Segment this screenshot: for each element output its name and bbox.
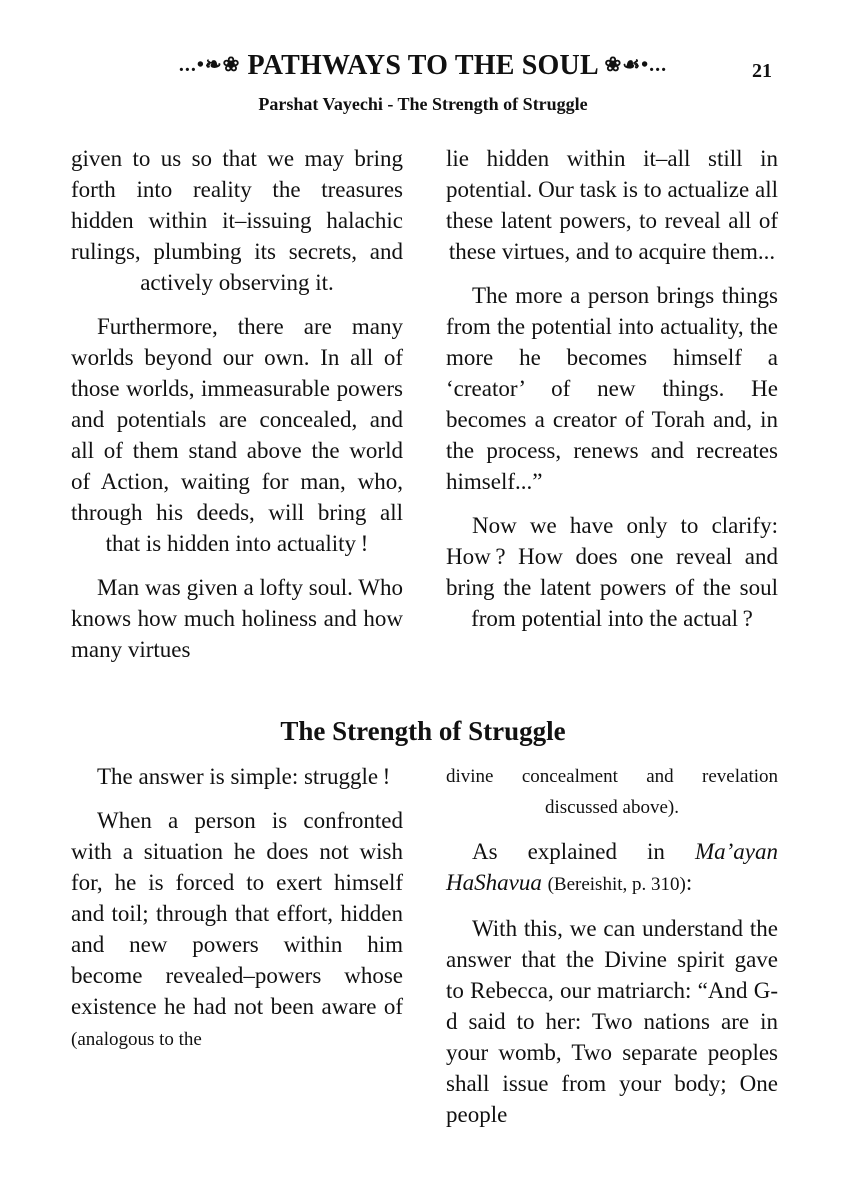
top-right-column	[446, 143, 778, 647]
parenthetical-note: (analogous to the	[71, 1029, 202, 1050]
paragraph: The answer is simple: struggle !	[97, 764, 391, 789]
punctuation: :	[685, 870, 693, 895]
paragraph: Now we have only to clarify: How ? How does one reveal and bring the latent powers of the soul from potential into the actual ?	[446, 513, 778, 631]
paragraph-text: As explained in	[472, 839, 665, 864]
section-heading: The Strength of Struggle	[280, 716, 566, 746]
paragraph	[446, 836, 778, 900]
page-reference: (Bereishit, p. 310)	[547, 874, 686, 895]
paragraph-text: When a person is confronted with a situation he does not wish for, he is forced to exert himself and toil; through that effort, hidden and new powers within him become revealed–powers whose existence he had not been aware of	[71, 808, 403, 1019]
book-citation: Ma’ayan HaShavua	[446, 839, 779, 895]
paragraph: Furthermore, there are many worlds beyond our own. In all of those worlds, immeasurable powers and potentials are concealed, and all of them stand above the world of Action, waiting for man, who, through his deeds, will bring all that is hidden into actuality !	[71, 314, 403, 556]
paragraph: With this, we can understand the answer that the Divine spirit gave to Rebecca, our matriarch: “And G-d said to her: Two nations are in your womb, Two separate peoples shall issue from your body; One people	[446, 916, 778, 1127]
ornament-right-icon: ❀☙•...	[604, 54, 668, 76]
top-left-column	[71, 143, 403, 678]
bottom-right-column	[446, 761, 778, 1143]
paragraph: Man was given a lofty soul. Who knows how much holiness and how many virtues	[71, 575, 403, 662]
book-title: PATHWAYS TO THE SOUL	[247, 50, 598, 81]
running-header	[0, 50, 846, 82]
paragraph: given to us so that we may bring forth into reality the treasures hidden within it–issuing halachic rulings, plumbing its secrets, and actively observing it.	[71, 146, 403, 295]
paragraph: The more a person brings things from the potential into actuality, the more he becomes himself a ‘creator’ of new things. He becomes a creator of Torah and, in the process, renews and recreates himself...”	[446, 283, 778, 494]
paragraph	[71, 805, 403, 1055]
parenthetical-note: divine concealment and revelation discussed above).	[446, 766, 778, 818]
ornament-left-icon: ...•❧❀	[178, 54, 241, 76]
page-number: 21	[752, 60, 772, 82]
bottom-left-column	[71, 761, 403, 1068]
chapter-subtitle: Parshat Vayechi - The Strength of Struggle	[258, 94, 588, 114]
paragraph: lie hidden within it–all still in potential. Our task is to actualize all these latent powers, to reveal all of these virtues, and to acquire them...	[446, 146, 778, 264]
